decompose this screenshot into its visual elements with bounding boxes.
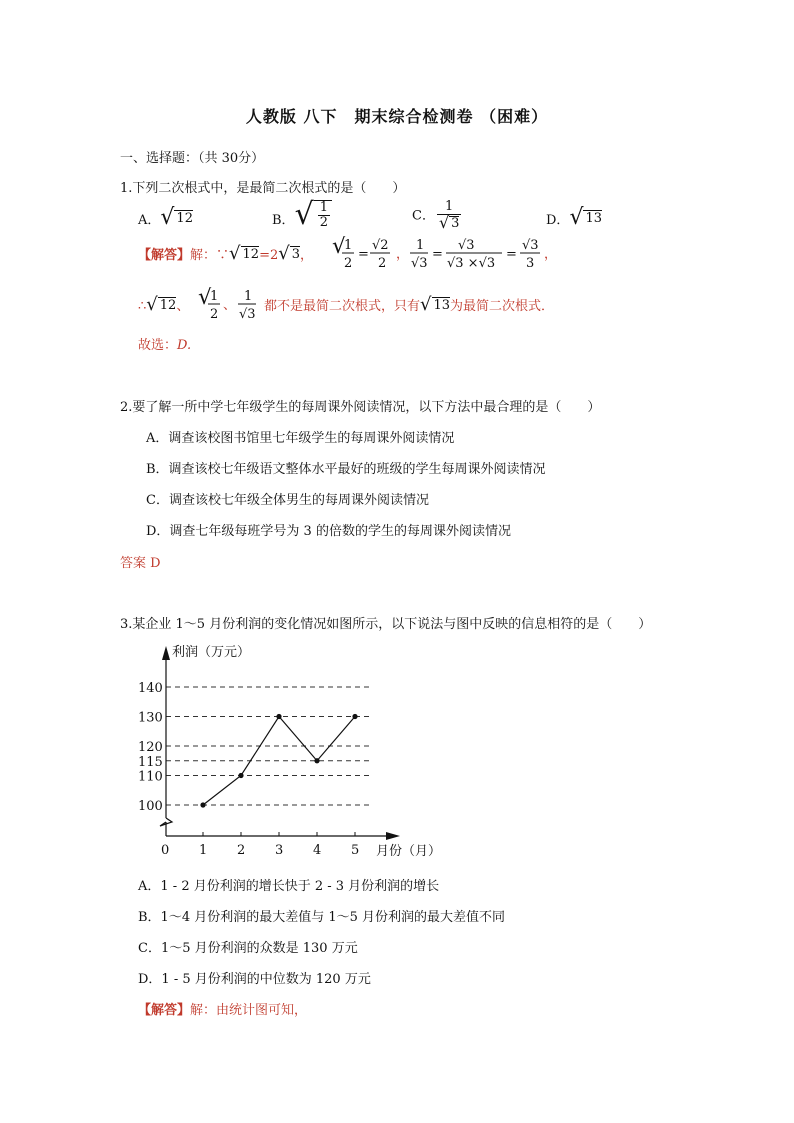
profit-line-chart [130, 640, 450, 865]
chart-x-tick-label: 4 [313, 843, 322, 858]
svg-text:2: 2 [344, 256, 353, 271]
document-title: 人教版 八下 期末综合检测卷 （困难） [245, 107, 549, 126]
chart-x-axis-label: 月份（月） [376, 844, 442, 859]
q2-stem: 2.要了解一所中学七年级学生的每周课外阅读情况，以下方法中最合理的是（ ） [120, 400, 601, 415]
q1-option-b-den: 2 [319, 215, 328, 230]
chart-y-tick-label: 110 [138, 769, 163, 785]
q3-solution-tag: 【解答】 [138, 1003, 191, 1018]
chart-y-tick-label: 120 [138, 740, 163, 755]
q1-sol-end: 为最简二次根式． [450, 299, 555, 314]
q2-option-d: D．调查七年级每班学号为 3 的倍数的学生的每周课外阅读情况 [146, 524, 511, 539]
q1-sol-therefore: ∴ [138, 299, 147, 314]
svg-text:√: √ [198, 287, 213, 310]
chart-data-point [200, 802, 205, 807]
q1-solution-fractions [330, 236, 580, 276]
q3-option-a: A．1 - 2 月份利润的增长快于 2 - 3 月份利润的增长 [138, 879, 440, 894]
svg-text:√3: √3 [522, 238, 539, 253]
svg-text:3: 3 [526, 256, 535, 271]
svg-text:2: 2 [210, 307, 219, 322]
q1-sol-rad-3: 3 [291, 247, 300, 262]
q1-stem: 1.下列二次根式中，是最简二次根式的是（ ） [120, 181, 406, 196]
q1-sol-rad-12: 12 [242, 247, 260, 262]
svg-text:√3: √3 [458, 238, 475, 253]
q1-option-d: D． √ 13 [546, 205, 603, 230]
svg-text:=: = [358, 247, 369, 262]
q1-sol-sep1: 、 [176, 299, 190, 314]
q1-option-c-num: 1 [437, 200, 461, 215]
chart-data-point [352, 714, 357, 719]
q1-sol-comma: ， [300, 248, 314, 263]
svg-text:1: 1 [344, 238, 353, 253]
q1-solution-tag: 【解答】 [138, 248, 191, 263]
q1-option-b-label: B． [272, 213, 295, 228]
q1-option-a-label: A． [138, 213, 161, 228]
chart-y-tick-label: 100 [138, 799, 163, 814]
svg-text:=: = [432, 247, 443, 262]
svg-text:√2: √2 [372, 238, 389, 253]
svg-text:，: ， [544, 247, 558, 262]
q1-option-c-label: C． [412, 208, 435, 224]
q1-option-a-radicand: 12 [176, 211, 193, 226]
q1-sol-eq1: =2 [259, 248, 279, 263]
svg-text:1: 1 [210, 289, 219, 304]
chart-x-axis-arrow [386, 832, 400, 840]
chart-x-tick-label: 2 [237, 843, 246, 858]
svg-text:=: = [506, 247, 517, 262]
q1-solution-line2-fracs [196, 287, 266, 327]
chart-y-tick-label: 130 [138, 710, 163, 726]
q3-option-b: B．1～4 月份利润的最大差值与 1～5 月份利润的最大差值不同 [138, 910, 506, 925]
svg-text:√3: √3 [239, 307, 256, 322]
q1-option-c-den: 3 [451, 215, 460, 231]
chart-data-point [276, 714, 281, 719]
svg-text:1: 1 [244, 289, 253, 304]
chart-y-tick-label: 140 [138, 681, 163, 696]
chart-x-tick-label: 1 [199, 843, 208, 858]
svg-text:、: 、 [223, 298, 237, 313]
chart-origin-label: 0 [161, 843, 170, 858]
q1-sol2-rad-12: 12 [159, 298, 177, 313]
q2-answer: 答案 D [120, 556, 161, 571]
chart-x-tick-label: 3 [275, 843, 284, 858]
svg-text:，: ， [396, 247, 410, 262]
q1-sol-rad-13: 13 [433, 298, 451, 313]
q3-option-d: D．1 - 5 月份利润的中位数为 120 万元 [138, 972, 371, 987]
chart-y-axis-label: 利润（万元） [172, 645, 251, 660]
svg-text:1: 1 [416, 238, 425, 253]
q1-option-d-label: D． [546, 213, 570, 228]
q1-option-b: B． √ $\frac{1}{2}$ [272, 200, 332, 230]
q1-answer [138, 334, 191, 353]
q1-sol-mid: 都不是最简二次根式，只有 [264, 299, 421, 314]
q1-solution-line2: ∴ √ 12 、 [138, 294, 190, 315]
q1-solution-line1: 【解答】解：∵ √ 12 =2 √ 3 ， [138, 243, 314, 264]
q2-option-b: B．调查该校七年级语文整体水平最好的班级的学生每周课外阅读情况 [146, 462, 546, 477]
chart-y-axis-arrow [162, 646, 170, 660]
q1-solution-line2-tail: 都不是最简二次根式，只有 √ 13 为最简二次根式． [264, 294, 555, 315]
svg-text:2: 2 [378, 256, 387, 271]
q1-option-a: A． √ 12 [138, 205, 193, 230]
section-heading: 一、选择题：（共 30分） [120, 151, 265, 166]
svg-text:√3 ×√3: √3 ×√3 [447, 256, 496, 271]
chart-x-tick-label: 5 [351, 843, 360, 858]
q1-option-c: C． 1 √ 3 [412, 199, 460, 232]
q3-solution [138, 999, 307, 1018]
chart-y-tick-label: 115 [138, 754, 163, 770]
q1-solution-intro: 解：∵ [190, 248, 230, 263]
q3-solution-text: 解：由统计图可知， [190, 1003, 308, 1018]
q2-option-c: C．调查该校七年级全体男生的每周课外阅读情况 [146, 493, 429, 508]
q3-stem: 3.某企业 1～5 月份利润的变化情况如图所示，以下说法与图中反映的信息相符的是（ ） [120, 617, 652, 632]
q1-option-b-num: 1 [319, 200, 328, 215]
svg-text:√: √ [332, 236, 347, 259]
q1-answer-label: 故选： [138, 338, 178, 353]
q2-option-a: A．调查该校图书馆里七年级学生的每周课外阅读情况 [146, 431, 455, 446]
q3-option-c: C．1～5 月份利润的众数是 130 万元 [138, 941, 358, 956]
svg-text:√3: √3 [411, 256, 428, 271]
q1-answer-value: D. [177, 338, 192, 353]
chart-data-point [238, 773, 243, 778]
q1-option-d-radicand: 13 [585, 211, 603, 226]
chart-data-point [314, 758, 319, 763]
